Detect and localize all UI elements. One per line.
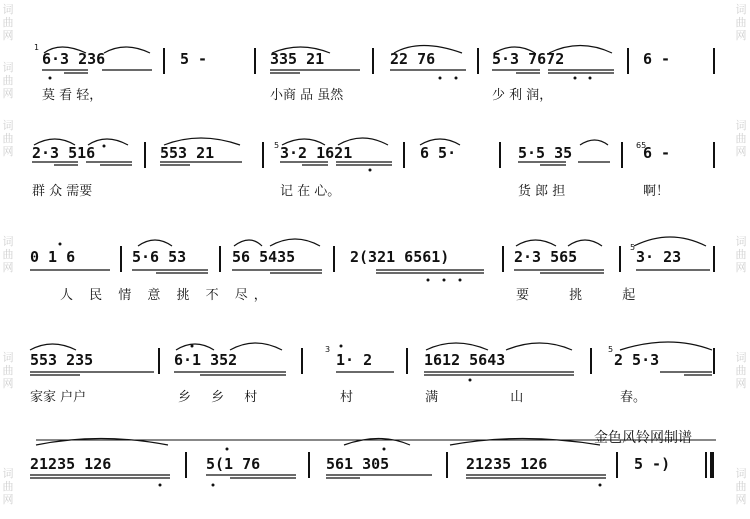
bar-line bbox=[621, 142, 623, 168]
measure-notes: 2·3 565 bbox=[514, 248, 578, 266]
watermark-char: 网 bbox=[2, 261, 14, 274]
bar-line bbox=[619, 246, 621, 272]
slur bbox=[230, 343, 282, 350]
measure-notes: 335 21 bbox=[270, 50, 325, 68]
svg-text:1: 1 bbox=[34, 43, 40, 52]
watermark-char: 曲 bbox=[2, 480, 14, 493]
credit-text: 金色风铃网制谱 bbox=[594, 430, 692, 446]
measure-notes: 6·3 236 bbox=[42, 50, 106, 68]
watermark-char: 网 bbox=[2, 87, 14, 100]
measure-notes: 0 1 6 bbox=[30, 248, 76, 266]
watermark-char: 曲 bbox=[735, 132, 747, 145]
measure-notes: 1· 2 bbox=[336, 351, 373, 369]
bar-line bbox=[158, 348, 160, 374]
bar-line bbox=[406, 348, 408, 374]
slur bbox=[234, 240, 262, 246]
slur bbox=[36, 439, 168, 446]
final-bar-thick bbox=[710, 452, 714, 478]
slur bbox=[568, 240, 602, 246]
bar-line bbox=[163, 48, 165, 74]
measure-notes: 6·1 352 bbox=[174, 351, 238, 369]
slur bbox=[138, 240, 172, 246]
bar-line bbox=[144, 142, 146, 168]
lyric-phrase: 人 民 情 意 挑 不 尽， bbox=[60, 288, 273, 303]
slur bbox=[176, 344, 214, 350]
bar-line bbox=[499, 142, 501, 168]
measure-notes: 21235 126 bbox=[466, 455, 548, 473]
watermark-char: 词 bbox=[2, 235, 14, 248]
svg-text:5: 5 bbox=[630, 243, 636, 252]
lyric-phrase: 乡 乡 村 bbox=[178, 390, 266, 405]
slur bbox=[426, 343, 488, 350]
bar-line bbox=[502, 246, 504, 272]
bar-line bbox=[219, 246, 221, 272]
slur bbox=[516, 240, 556, 246]
bar-line bbox=[713, 348, 715, 374]
bar-line bbox=[185, 452, 187, 478]
bar-line bbox=[477, 48, 479, 74]
watermark-char: 词 bbox=[735, 119, 747, 132]
slur bbox=[620, 342, 712, 350]
slur bbox=[344, 439, 410, 446]
lyric-phrase: 记 在 心。 bbox=[280, 184, 341, 199]
watermark-char: 词 bbox=[2, 351, 14, 364]
watermark-char: 词 bbox=[2, 467, 14, 480]
watermark-char: 词 bbox=[735, 235, 747, 248]
bar-line bbox=[616, 452, 618, 478]
slur bbox=[270, 239, 320, 246]
bar-line bbox=[333, 246, 335, 272]
slur bbox=[104, 47, 150, 53]
measure-notes: 5(1 76 bbox=[206, 455, 261, 473]
bar-line bbox=[372, 48, 374, 74]
lyric-phrase: 莫 看 轻， bbox=[42, 88, 103, 103]
bar-line bbox=[590, 348, 592, 374]
svg-text:5: 5 bbox=[274, 141, 280, 150]
measure-notes: 3·2 1621 bbox=[280, 144, 353, 162]
lyric-phrase: 村 满 山 bbox=[340, 390, 558, 405]
watermark-char: 曲 bbox=[2, 248, 14, 261]
measure-notes: 6 - bbox=[643, 50, 671, 68]
lyric-phrase: 家家 户户 bbox=[30, 390, 87, 405]
slur bbox=[580, 140, 608, 145]
watermark-char: 曲 bbox=[735, 248, 747, 261]
bar-line bbox=[403, 142, 405, 168]
svg-text:65: 65 bbox=[636, 141, 647, 150]
bar-line bbox=[262, 142, 264, 168]
watermark-char: 网 bbox=[2, 29, 14, 42]
lyric-phrase: 群 众 需要 bbox=[32, 184, 93, 199]
measure-notes: 2(321 6561) bbox=[350, 248, 450, 266]
watermark-char: 曲 bbox=[735, 364, 747, 377]
watermark-char: 网 bbox=[2, 145, 14, 158]
slur bbox=[506, 343, 572, 350]
measure-notes: 56 5435 bbox=[232, 248, 296, 266]
bar-line bbox=[446, 452, 448, 478]
watermark-char: 网 bbox=[735, 261, 747, 274]
watermark-char: 网 bbox=[735, 377, 747, 390]
svg-text:5: 5 bbox=[608, 345, 614, 354]
lyric-phrase: 要 挑 起 bbox=[516, 288, 654, 303]
watermark-char: 曲 bbox=[2, 132, 14, 145]
measure-notes: 2·3 516 bbox=[32, 144, 96, 162]
measure-notes: 22 76 bbox=[390, 50, 436, 68]
measure-notes: 5 - bbox=[180, 50, 208, 68]
watermark-char: 词 bbox=[735, 351, 747, 364]
measure-notes: 553 235 bbox=[30, 351, 94, 369]
measure-notes: 3· 23 bbox=[636, 248, 682, 266]
watermark-char: 曲 bbox=[2, 364, 14, 377]
watermark-char: 曲 bbox=[2, 16, 14, 29]
bar-line bbox=[308, 452, 310, 478]
watermark-char: 曲 bbox=[2, 74, 14, 87]
measure-notes: 561 305 bbox=[326, 455, 390, 473]
watermark-char: 词 bbox=[735, 3, 747, 16]
watermark-char: 网 bbox=[2, 493, 14, 506]
slur bbox=[450, 439, 600, 446]
measure-notes: 1612 5643 bbox=[424, 351, 506, 369]
lyric-phrase: 春。 bbox=[620, 390, 647, 405]
watermark-char: 曲 bbox=[735, 16, 747, 29]
watermark-char: 词 bbox=[2, 119, 14, 132]
slur bbox=[30, 344, 76, 350]
watermark-char: 网 bbox=[2, 377, 14, 390]
measure-notes: 2 5·3 bbox=[614, 351, 660, 369]
measure-notes: 5·6 53 bbox=[132, 248, 187, 266]
measure-notes: 21235 126 bbox=[30, 455, 112, 473]
watermark-char: 词 bbox=[2, 61, 14, 74]
measure-notes: 5·5 35 bbox=[518, 144, 573, 162]
bar-line bbox=[627, 48, 629, 74]
measure-notes: 553 21 bbox=[160, 144, 215, 162]
watermark-char: 词 bbox=[2, 3, 14, 16]
bar-line bbox=[254, 48, 256, 74]
final-bar-thin bbox=[705, 452, 707, 478]
bar-line bbox=[120, 246, 122, 272]
measure-notes: 6 - bbox=[643, 144, 671, 162]
watermark-char: 词 bbox=[735, 467, 747, 480]
svg-text:3: 3 bbox=[325, 345, 331, 354]
watermark-char: 网 bbox=[735, 493, 747, 506]
measure-notes: 6 5· bbox=[420, 144, 457, 162]
watermark-char: 网 bbox=[735, 145, 747, 158]
measure-notes: 5·3 7672 bbox=[492, 50, 565, 68]
lyric-phrase: 少 利 润， bbox=[492, 88, 553, 103]
bar-line bbox=[301, 348, 303, 374]
watermark-char: 曲 bbox=[735, 480, 747, 493]
bar-line bbox=[713, 142, 715, 168]
measure-notes: 5 -) bbox=[634, 455, 671, 473]
bar-line bbox=[713, 246, 715, 272]
lyric-phrase: 小商 品 虽然 bbox=[270, 88, 344, 103]
slur bbox=[634, 237, 706, 246]
lyric-phrase: 啊！ bbox=[643, 184, 670, 199]
bar-line bbox=[713, 48, 715, 74]
watermark-char: 网 bbox=[735, 29, 747, 42]
lyric-phrase: 货 郎 担 bbox=[518, 184, 566, 199]
